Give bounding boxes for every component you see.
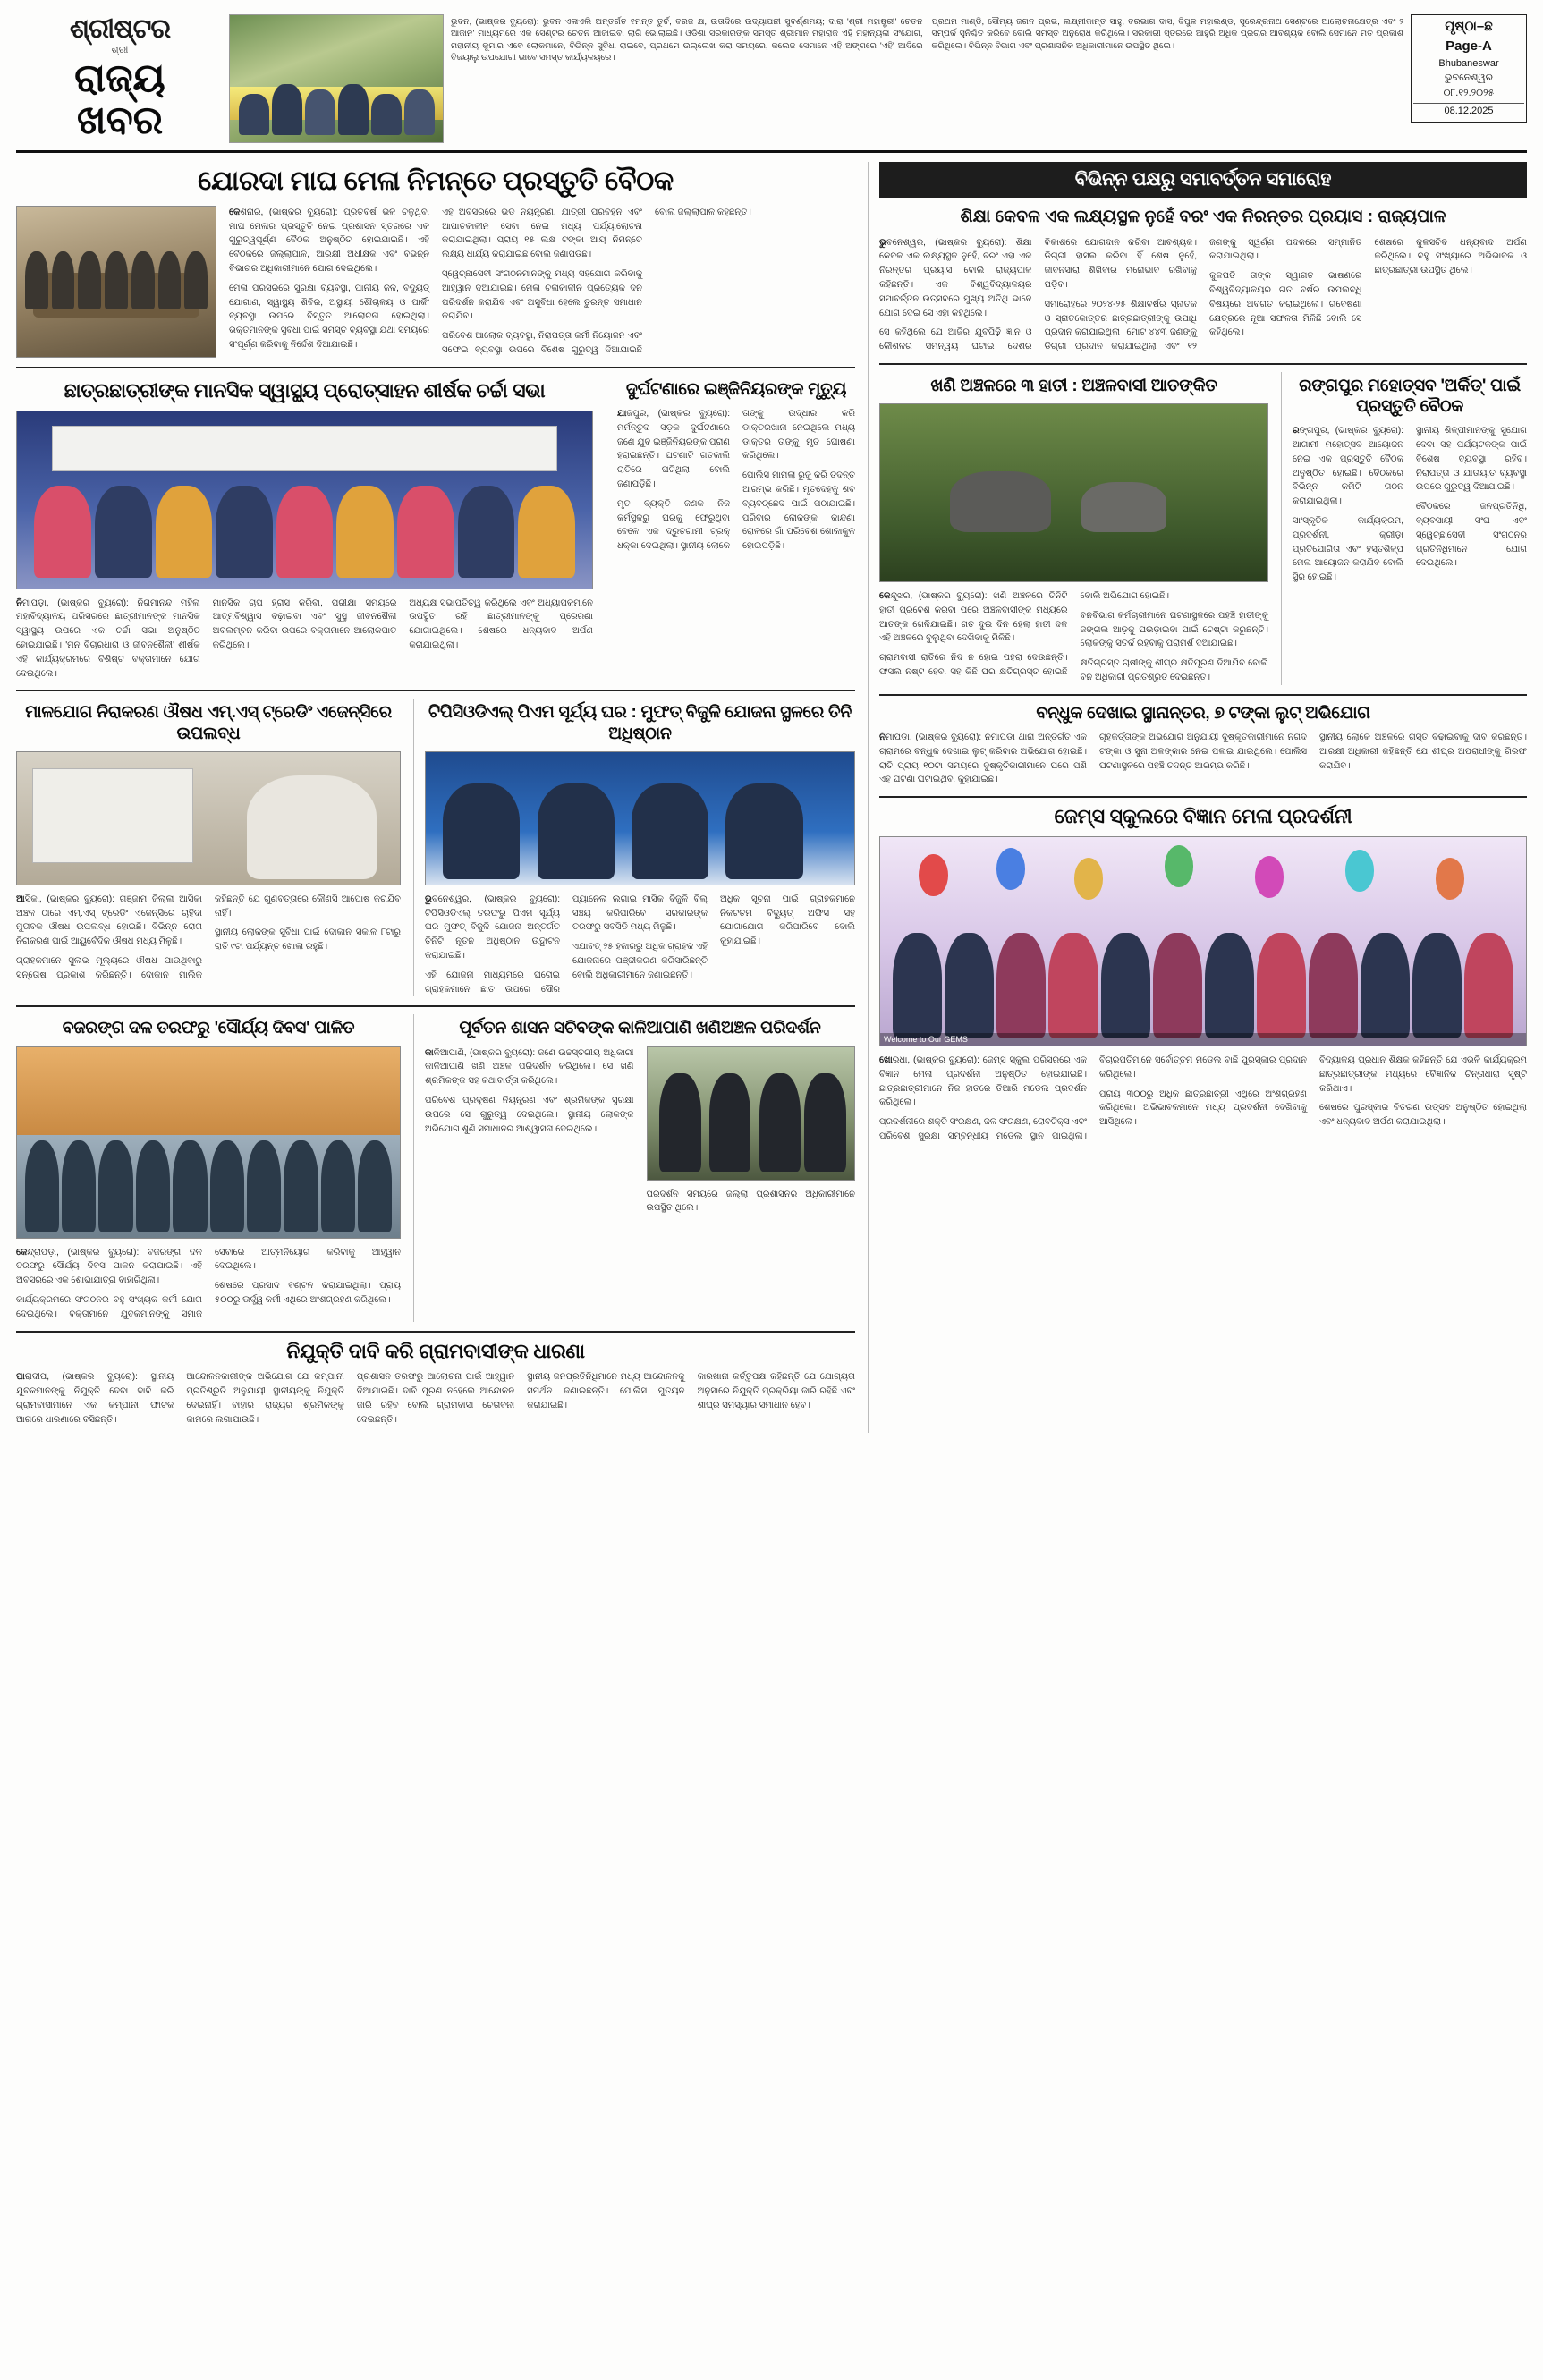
- article-para: ରଙ୍ଗପୁର, (ଭାଷ୍କର ବ୍ୟୁରୋ): ଆଗାମୀ ମହୋତ୍ସବ ଆୟୋଜନ ନେଇ ଏକ ପ୍ରସ୍ତୁତି ବୈଠକ ଅନୁଷ୍ଠିତ ହୋଇଛି। ବୈଠକରେ ବିଭିନ୍ନ କମିଟି ଗଠନ କରାଯାଇଥିଲା।: [1293, 426, 1403, 507]
- section-banner-convocation: ବିଭିନ୍ନ ପକ୍ଷରୁ ସମାବର୍ତ୍ତନ ସମାରୋହ: [879, 162, 1527, 198]
- logo-brand: ଶ୍ରୀଷ୍ଟର: [69, 14, 171, 44]
- article-mental-health: [16, 376, 593, 682]
- page-body: [16, 162, 1527, 1432]
- article-para: କେନ୍ଦୁଝର, (ଭାଷ୍କର ବ୍ୟୁରୋ): ଖଣି ଅଞ୍ଚଳରେ ତିନିଟି ହାତୀ ପ୍ରବେଶ କରିବା ପରେ ଅଞ୍ଚଳବାସୀଙ୍କ ମଧ୍ୟରେ ଆତଙ୍କ ଖେଳିଯାଇଛି। ଗତ ଦୁଇ ଦିନ ହେଲା ହାତୀ ଦଳ ଏହି ଅଞ୍ଚଳରେ ବୁଲୁଥିବା ଦେଖିବାକୁ ମିଳିଛି।: [879, 591, 1068, 644]
- meeting-photo: [16, 206, 216, 358]
- school-science-fair-photo: [879, 836, 1527, 1046]
- article-body: [16, 597, 593, 682]
- article-body: [16, 206, 855, 358]
- article-body: [1293, 424, 1527, 585]
- article-para: ଶେଷରେ କୁଳସଚିବ ଧନ୍ୟବାଦ ଅର୍ପଣ କରିଥିଲେ। ବହୁ ସଂଖ୍ୟାରେ ଅଭିଭାବକ ଓ ଛାତ୍ରଛାତ୍ରୀ ଉପସ୍ଥିତ ଥିଲେ।: [1374, 237, 1527, 276]
- article-para: କାରଖାନା କର୍ତ୍ତୃପକ୍ଷ କହିଛନ୍ତି ଯେ ଯୋଗ୍ୟତା ଅନୁସାରେ ନିଯୁକ୍ତି ପ୍ରକ୍ରିୟା ଜାରି ରହିଛି ଏବଂ ଶୀଘ୍ର ସମସ୍ୟାର ସମାଧାନ ହେବ।: [697, 1372, 855, 1410]
- article-body: [16, 1246, 401, 1322]
- article-pm-surya-ghar: [413, 699, 855, 996]
- article-friend-cheat: [879, 703, 1527, 787]
- article-headline: ଛାତ୍ରଛାତ୍ରୀଙ୍କ ମାନସିକ ସ୍ୱାସ୍ଥ୍ୟ ପ୍ରୋତ୍ସାହନ ଶୀର୍ଷକ ଚର୍ଚ୍ଚା ସଭା: [64, 378, 546, 402]
- masthead: [16, 13, 1527, 153]
- left-column: [16, 162, 855, 1432]
- article-medicine: [16, 699, 401, 996]
- article-body: [16, 893, 401, 983]
- article-para: ଆନ୍ଦୋଳନକାରୀଙ୍କ ଅଭିଯୋଗ ଯେ କମ୍ପାନୀ ପ୍ରତିଶ୍ରୁତି ଅନୁଯାୟୀ ସ୍ଥାନୀୟଙ୍କୁ ନିଯୁକ୍ତି ଦେଇନାହିଁ। ବାହାର ରାଜ୍ୟର ଶ୍ରମିକଙ୍କୁ କାମରେ ଲଗାଯାଉଛି।: [186, 1372, 344, 1425]
- logo-subtext: ଶ୍ରୀ: [111, 45, 129, 55]
- article-elephant: [879, 372, 1268, 685]
- elephant-photo: [879, 403, 1268, 582]
- article-minister-visit: [413, 1014, 855, 1321]
- row-bajrang-visit: [16, 1014, 855, 1321]
- article-para: ସେ କହିଥିଲେ ଯେ ଆଜିର ଯୁବପିଢ଼ି ଜ୍ଞାନ ଓ କୌଶଳର ସମନ୍ୱୟ ଘଟାଇ ଦେଶର ବିକାଶରେ ଯୋଗଦାନ କରିବା ଆବଶ୍ୟକ। ଡିଗ୍ରୀ ହାସଲ କରିବା ହିଁ ଶେଷ ନୁହେଁ, ଜୀବନସାରା ଶିଖିବାର ମନୋଭାବ ରଖିବାକୁ ପଡ଼ିବ।: [879, 237, 1197, 352]
- article-para: କେଶନାର, (ଭାଷ୍କର ବ୍ୟୁରୋ): ପ୍ରତିବର୍ଷ ଭଳି ଚଳୁଥିବା ମାଘ ମେଳାର ପ୍ରସ୍ତୁତି ନେଇ ପ୍ରଶାସନ ସ୍ତରରେ ଏକ ଗୁରୁତ୍ୱପୂର୍ଣ୍ଣ ବୈଠକ ଅନୁଷ୍ଠିତ ହୋଇଯାଇଛି। ଏହି ବୈଠକରେ ଜିଲ୍ଲାପାଳ, ଆରକ୍ଷୀ ଅଧୀକ୍ଷକ ଏବଂ ବିଭିନ୍ନ ବିଭାଗର ଅଧିକାରୀମାନେ ଯୋଗ ଦେଇଥିଲେ।: [229, 207, 429, 275]
- article-para: ବିଦ୍ୟାଳୟ ପ୍ରଧାନ ଶିକ୍ଷକ କହିଛନ୍ତି ଯେ ଏଭଳି କାର୍ଯ୍ୟକ୍ରମ ଛାତ୍ରଛାତ୍ରୀଙ୍କ ମଧ୍ୟରେ ବୈଜ୍ଞାନିକ ଚିନ୍ତାଧାରା ସୃଷ୍ଟି କରିଥାଏ।: [1319, 1055, 1527, 1094]
- date-en: 08.12.2025: [1413, 103, 1524, 118]
- photo-figures: [239, 76, 435, 134]
- seminar-photo: [16, 411, 593, 589]
- article-para: କୁଳପତି ତାଙ୍କ ସ୍ୱାଗତ ଭାଷଣରେ ବିଶ୍ୱବିଦ୍ୟାଳୟର ଗତ ବର୍ଷର ଉପଲବ୍ଧି ବିଷୟରେ ଅବଗତ କରାଇଥିଲେ। ଗବେଷଣା କ୍ଷେତ୍ରରେ ନୂଆ ସଫଳତା ମିଳିଛି ବୋଲି ସେ କହିଥିଲେ।: [1209, 271, 1362, 338]
- article-headline: ରଙ୍ଗପୁର ମହୋତ୍ସବ 'ଅର୍କିଡ୍' ପାଇଁ ପ୍ରସ୍ତୁତି ବୈଠକ: [1299, 376, 1521, 417]
- masthead-lead-col-1: ଭୁବନ, (ଭାଷ୍କର ବ୍ୟୁରୋ): ଭୁବନ ଏଳାଏଲି ଅନ୍ତର୍ଗତ ୧ମନ୍ତ ତୁର୍ଚ, ବରଜ କ୍ଷ, ଉତାଦିରେ ଉଦ୍ୟାପନୀ ସୁବର୍ଣ୍ଣମୟ; ଦାରା 'ଶ୍ରୀ ମହାଷ୍ଟ୍ରୀ' ଚେତନ ଆଜାନ' ମାଧ୍ୟମରେ ଏକ ସେଣ୍ଟର ଚେତନ ଆଜାଇବା ଲାଗି ଭୋଲାଇଛି। ଓଡିଶା ସରକାରଙ୍କ ସମସ୍ତ ଶ୍ରୀମାନ ମହାରାଜ ଏହି ମହାନ୍ୟଳା ସଂଯୋଗ, ମହାନୀୟ କୁମାର ଏବେ ଲୋକମାନେ, ବିଭିନ୍ନ ସୁବିଧା ରାଇବେ, ପ୍ରଥମେ ଉଲ୍ଲେଖ କରା ସମୟରେ, କଲେଜ ସେମାନେ ଏହି ଅଙ୍ଗରେ 'ଏହି' ଆଦିରେ ବିଜୟାଲୁ ଉପଯୋଗୀ ଭାବେ ସମସ୍ତ କାର୍ଯ୍ୟଳୟରେ।: [451, 17, 923, 64]
- article-rangpur-fest: [1281, 372, 1527, 685]
- article-para: କାଳିଆପାଣି, (ଭାଷ୍କର ବ୍ୟୁରୋ): ଜଣେ ଉଚ୍ଚସ୍ତରୀୟ ଅଧିକାରୀ କାଳିଆପାଣି ଖଣି ଅଞ୍ଚଳ ପରିଦର୍ଶନ କରିଥିଲେ। ସେ ଖଣି ଶ୍ରମିକଙ୍କ ସହ କଥାବାର୍ତ୍ତା କରିଥିଲେ।: [425, 1047, 634, 1087]
- article-para: ମେଳା ପରିସରରେ ସୁରକ୍ଷା ବ୍ୟବସ୍ଥା, ପାନୀୟ ଜଳ, ବିଦ୍ୟୁତ୍ ଯୋଗାଣ, ସ୍ୱାସ୍ଥ୍ୟ ଶିବିର, ଅସ୍ଥାୟୀ ଶୌଚାଳୟ ଓ ପାର୍କିଂ ବ୍ୟବସ୍ଥା ଉପରେ ବିସ୍ତୃତ ଆଲୋଚନା ହୋଇଥିଲା। ଭକ୍ତମାନଙ୍କ ସୁବିଧା ପାଇଁ ସମସ୍ତ ବ୍ୟବସ୍ଥା ଯଥା ସମୟରେ ସଂପୂର୍ଣ୍ଣ କରିବାକୁ ନିର୍ଦ୍ଦେଶ ଦିଆଯାଇଛି।: [229, 283, 429, 351]
- article-headline: ଦୁର୍ଘଟଣାରେ ଇଞ୍ଜିନିୟରଙ୍କ ମୃତ୍ୟୁ: [625, 379, 847, 399]
- article-body: [879, 731, 1527, 787]
- article-para: ସମାରୋହରେ ୨୦୨୪-୨୫ ଶିକ୍ଷାବର୍ଷର ସ୍ନାତକ ଓ ସ୍ନାତକୋତ୍ତର ଛାତ୍ରଛାତ୍ରୀଙ୍କୁ ଉପାଧି ପ୍ରଦାନ କରାଯାଇଥିଲା। ମୋଟ ୪୪୩ ଜଣଙ୍କୁ ଡିଗ୍ରୀ ପ୍ରଦାନ କରାଯାଇଥିଲା ଏବଂ ୧୨ ଜଣଙ୍କୁ ସ୍ୱର୍ଣ୍ଣ ପଦକରେ ସମ୍ମାନିତ କରାଯାଇଥିଲା।: [1044, 237, 1362, 352]
- inauguration-photo: [425, 751, 855, 885]
- article-para: ସ୍ୱେଚ୍ଛାସେବୀ ସଂଗଠନମାନଙ୍କୁ ମଧ୍ୟ ସହଯୋଗ କରିବାକୁ ଆହ୍ୱାନ ଦିଆଯାଇଛି। ମେଳା ଚଳାକାଳୀନ ପ୍ରତ୍ୟେକ ଦିନ ପରିଦର୍ଶନ କରାଯିବ ଏବଂ ଅସୁବିଧା ହେଲେ ତୁରନ୍ତ ସମାଧାନ କରାଯିବ।: [442, 269, 642, 322]
- page-meta-box: [1411, 14, 1527, 123]
- article-para: ପାରାଦୀପ, (ଭାଷ୍କର ବ୍ୟୁରୋ): ସ୍ଥାନୀୟ ଯୁବକମାନଙ୍କୁ ନିଯୁକ୍ତି ଦେବା ଦାବି କରି ଗ୍ରାମବାସୀମାନେ ଏକ କମ୍ପାନୀ ଫାଟକ ଆଗରେ ଧାରଣାରେ ବସିଛନ୍ତି।: [16, 1372, 174, 1425]
- article-headline: ଶିକ୍ଷା କେବଳ ଏକ ଲକ୍ଷ୍ୟସ୍ଥଳ ନୁହେଁ ବରଂ ଏକ ନିରନ୍ତର ପ୍ରୟାସ : ରାଜ୍ୟପାଳ: [960, 207, 1446, 226]
- page-footer-space: [16, 1433, 1527, 1442]
- article-body: [879, 1054, 1527, 1144]
- article-para: ପରିଦର୍ଶନ ସମୟରେ ଜିଲ୍ଲା ପ୍ରଶାସନର ଅଧିକାରୀମାନେ ଉପସ୍ଥିତ ଥିଲେ।: [646, 1189, 855, 1214]
- article-para: ଗ୍ରାମବାସୀ ରାତିରେ ନିଦ ନ ହୋଇ ପହରା ଦେଉଛନ୍ତି। ଫସଲ ନଷ୍ଟ ହେବା ସହ କିଛି ଘର କ୍ଷତିଗ୍ରସ୍ତ ହୋଇଛି ବୋଲି ଅଭିଯୋଗ ହୋଇଛି।: [879, 591, 1169, 678]
- article-para: ପରିବେଶ ପ୍ରଦୂଷଣ ନିୟନ୍ତ୍ରଣ ଏବଂ ଶ୍ରମିକଙ୍କ ସୁରକ୍ଷା ଉପରେ ସେ ଗୁରୁତ୍ୱ ଦେଇଥିଲେ। ସ୍ଥାନୀୟ ଲୋକଙ୍କ ଅଭିଯୋଗ ଶୁଣି ସମାଧାନର ଆଶ୍ୱାସନା ଦେଇଥିଲେ।: [425, 1095, 634, 1134]
- city-odia: ଭୁବନେଶ୍ୱର: [1444, 72, 1494, 84]
- page-label-odia: ପୃଷ୍ଠା–ଛ: [1445, 19, 1493, 34]
- article-headline: ବନ୍ଧୁକ ଦେଖାଇ ସ୍ଥାନାନ୍ତର, ୭ ଟଙ୍କା ଲୁଟ୍ ଅଭିଯୋଗ: [1036, 703, 1370, 723]
- article-engineer-death: [606, 376, 855, 682]
- article-para: ପ୍ରାୟ ୩୦୦ରୁ ଅଧିକ ଛାତ୍ରଛାତ୍ରୀ ଏଥିରେ ଅଂଶଗ୍ରହଣ କରିଥିଲେ। ଅଭିଭାବକମାନେ ମଧ୍ୟ ପ୍ରଦର୍ଶନୀ ଦେଖିବାକୁ ଆସିଥିଲେ।: [1099, 1088, 1307, 1128]
- article-para: ସ୍ଥାନୀୟ ଶିଳ୍ପୀମାନଙ୍କୁ ସୁଯୋଗ ଦେବା ସହ ପର୍ଯ୍ୟଟକଙ୍କ ପାଇଁ ବିଶେଷ ବ୍ୟବସ୍ଥା ରହିବ। ନିରାପତ୍ତା ଓ ଯାତାୟାତ ବ୍ୟବସ୍ଥା ଉପରେ ଗୁରୁତ୍ୱ ଦିଆଯାଇଛି।: [1416, 426, 1527, 493]
- newspaper-logo: [16, 13, 224, 145]
- right-column: [868, 162, 1527, 1432]
- article-body: [16, 1370, 855, 1427]
- article-para: ଗୃହକର୍ତ୍ତାଙ୍କ ଅଭିଯୋଗ ଅନୁଯାୟୀ ଦୁଷ୍କୃତିକାରୀମାନେ ନଗଦ ଟଙ୍କା ଓ ସୁନା ଅଳଙ୍କାର ନେଇ ପଳାଇ ଯାଇଥିଲେ। ପୋଲିସ ଘଟଣାସ୍ଥଳରେ ପହଞ୍ଚି ତଦନ୍ତ ଆରମ୍ଭ କରିଛି।: [1099, 733, 1307, 771]
- logo-line-2: ଖବର: [76, 97, 164, 142]
- article-headline: ଯୋରଦା ମାଘ ମେଳା ନିମନ୍ତେ ପ୍ରସ୍ତୁତି ବୈଠକ: [198, 166, 674, 197]
- article-villagers-protest: [16, 1340, 855, 1427]
- article-para: ନିମାପଡ଼ା, (ଭାଷ୍କର ବ୍ୟୁରୋ): ନିମାପଡ଼ା ଥାନା ଅନ୍ତର୍ଗତ ଏକ ଗ୍ରାମରେ ବନ୍ଧୁକ ଦେଖାଇ ଲୁଟ୍ କରିବାର ଅଭିଯୋଗ ହୋଇଛି। ରାତି ପ୍ରାୟ ୧୦ଟା ସମୟରେ ଦୁଷ୍କୃତିକାରୀମାନେ ଘରେ ପଶି ଏହି ଘଟଣା ଘଟାଇଥିବା କୁହାଯାଇଛି।: [879, 733, 1087, 785]
- article-para: ଭୁବନେଶ୍ୱର, (ଭାଷ୍କର ବ୍ୟୁରୋ): ଶିକ୍ଷା କେବଳ ଏକ ଲକ୍ଷ୍ୟସ୍ଥଳ ନୁହେଁ, ବରଂ ଏହା ଏକ ନିରନ୍ତର ପ୍ରୟାସ ବୋଲି ରାଜ୍ୟପାଳ କହିଛନ୍ତି। ଏକ ବିଶ୍ୱବିଦ୍ୟାଳୟର ସମାବର୍ତ୍ତନ ଉତ୍ସବରେ ମୁଖ୍ୟ ଅତିଥି ଭାବେ ଯୋଗ ଦେଇ ସେ ଏହା କହିଥିଲେ।: [879, 237, 1032, 318]
- article-body: [879, 236, 1527, 354]
- article-gems-school: [879, 805, 1527, 1144]
- article-para: କ୍ଷତିଗ୍ରସ୍ତ ଚାଷୀଙ୍କୁ ଶୀଘ୍ର କ୍ଷତିପୂରଣ ଦିଆଯିବ ବୋଲି ବନ ଅଧିକାରୀ ପ୍ରତିଶ୍ରୁତି ଦେଇଛନ୍ତି।: [1080, 658, 1268, 683]
- article-para: ଶେଷରେ ପ୍ରସାଦ ବଣ୍ଟନ କରାଯାଇଥିଲା। ପ୍ରାୟ ୫୦୦ରୁ ଊର୍ଦ୍ଧ୍ୱ କର୍ମୀ ଏଥିରେ ଅଂଶଗ୍ରହଣ କରିଥିଲେ।: [215, 1281, 401, 1305]
- page-label-en: Page-A: [1446, 38, 1492, 54]
- article-para: କେନ୍ଦ୍ରାପଡ଼ା, (ଭାଷ୍କର ବ୍ୟୁରୋ): ବଜରଙ୍ଗ ଦଳ ତରଫରୁ ସୌର୍ଯ୍ୟ ଦିବସ ପାଳନ କରାଯାଇଛି। ଏହି ଅବସରରେ ଏକ ଶୋଭାଯାତ୍ରା ବାହାରିଥିଲା।: [16, 1247, 202, 1286]
- article-headline: ଜେମ୍ସ ସ୍କୁଲରେ ବିଜ୍ଞାନ ମେଳା ପ୍ରଦର୍ଶନୀ: [1054, 805, 1352, 828]
- article-para: ସ୍ଥାନୀୟ ଲୋକେ ଅଞ୍ଚଳରେ ଗସ୍ତ ବଢ଼ାଇବାକୁ ଦାବି କରିଛନ୍ତି। ଆରକ୍ଷୀ ଅଧିକାରୀ କହିଛନ୍ତି ଯେ ଶୀଘ୍ର ଅପରାଧୀଙ୍କୁ ଗିରଫ କରାଯିବ।: [1319, 733, 1527, 771]
- article-body: [617, 407, 855, 556]
- article-para: ଏହି ଅବସରରେ ଭିଡ଼ ନିୟନ୍ତ୍ରଣ, ଯାତ୍ରୀ ପରିବହନ ଏବଂ ଆପାତକାଳୀନ ସେବା ନେଇ ମଧ୍ୟ ପର୍ଯ୍ୟାଲୋଚନା କରାଯାଇଥିଲା। ପ୍ରାୟ ୧୫ ଲକ୍ଷ ଟଙ୍କା ଆୟ ନିମନ୍ତେ ଲକ୍ଷ୍ୟ ଧାର୍ଯ୍ୟ କରାଯାଇଛି ବୋଲି ଜଣାପଡ଼ିଛି।: [442, 207, 642, 260]
- row-elephant-rangpur: [879, 372, 1527, 685]
- article-para: ସାଂସ୍କୃତିକ କାର୍ଯ୍ୟକ୍ରମ, ପ୍ରଦର୍ଶନୀ, କ୍ରୀଡ଼ା ପ୍ରତିଯୋଗିତା ଏବଂ ହସ୍ତଶିଳ୍ପ ମେଳା ଆୟୋଜନ କରାଯିବ ବୋଲି ସ୍ଥିର ହୋଇଛି।: [1293, 516, 1403, 583]
- article-para: ସ୍ଥାନୀୟ ଜନପ୍ରତିନିଧିମାନେ ମଧ୍ୟ ଆନ୍ଦୋଳନକୁ ସମର୍ଥନ ଜଣାଇଛନ୍ତି। ପୋଲିସ ମୁତୟନ କରାଯାଇଛି।: [527, 1372, 685, 1410]
- article-headline: ଟିପିସିଓଡିଏଲ୍ ପିଏମ ସୂର୍ଯ୍ୟ ଘର : ମୁଫତ୍ ବିଜୁଳି ଯୋଜନା ସ୍ଥଳରେ ତିନି ଅଧିଷ୍ଠାନ: [428, 703, 852, 743]
- article-para: ପୋଲିସ ମାମଲା ରୁଜୁ କରି ତଦନ୍ତ ଆରମ୍ଭ କରିଛି। ମୃତଦେହକୁ ଶବ ବ୍ୟବଚ୍ଛେଦ ପାଇଁ ପଠାଯାଇଛି। ପରିବାର ଲୋକଙ୍କ କାନ୍ଦଣା ରୋଳରେ ଗାଁ ପରିବେଶ ଶୋକାକୁଳ ହୋଇପଡ଼ିଛି।: [742, 470, 855, 552]
- article-para: ଯାଜପୁର, (ଭାଷ୍କର ବ୍ୟୁରୋ): ମର୍ମନ୍ତୁଦ ସଡ଼କ ଦୁର୍ଘଟଣାରେ ଜଣେ ଯୁବ ଇଞ୍ଜିନିୟରଙ୍କ ପ୍ରାଣ ହରାଇଛନ୍ତି। ଘଟଣାଟି ଗତକାଲି ରାତିରେ ଘଟିଥିଲା ବୋଲି ଜଣାପଡ଼ିଛି।: [617, 409, 730, 489]
- pharmacy-photo: [16, 751, 401, 885]
- article-jodha-mela: [16, 165, 855, 358]
- date-odia: ୦୮.୧୨.୨୦୨୫: [1443, 88, 1495, 98]
- article-para: ମୃତ ବ୍ୟକ୍ତି ଜଣକ ନିଜ କର୍ମସ୍ଥଳରୁ ଘରକୁ ଫେରୁଥିବା ବେଳେ ଏକ ଦ୍ରୁତଗାମୀ ଟ୍ରକ୍ ଧକ୍କା ଦେଇଥିଲା। ସ୍ଥାନୀୟ ଲୋକେ ତାଙ୍କୁ ଉଦ୍ଧାର କରି ଡାକ୍ତରଖାନା ନେଇଥିଲେ ମଧ୍ୟ ଡାକ୍ତର ତାଙ୍କୁ ମୃତ ଘୋଷଣା କରିଥିଲେ।: [617, 409, 855, 552]
- article-para: ଅଧ୍ୟକ୍ଷ ସଭାପତିତ୍ୱ କରିଥିଲେ ଏବଂ ଅଧ୍ୟାପକମାନେ ଉପସ୍ଥିତ ରହି ଛାତ୍ରୀମାନଙ୍କୁ ପ୍ରେରଣା ଯୋଗାଇଥିଲେ। ଶେଷରେ ଧନ୍ୟବାଦ ଅର୍ପଣ କରାଯାଇଥିଲା।: [409, 597, 593, 651]
- photo-caption: Welcome to Our GEMS: [880, 1033, 1526, 1046]
- masthead-lead-col-2: ପ୍ରଥମ ମାଣ୍ଡି, ସୌମ୍ୟ ଜଗନ ପ୍ରଭ, ଲକ୍ଷ୍ମୀକାନ୍ତ ସାହୁ, ବରଭାଗ ଦାସ, ବିପୁଳ ମହାଲଣ୍ଡ, ସୁରେନ୍ଦ୍ରନାଥ ସେଣ୍ଟରେ ଆଲୋଚନାକ୍ଷେତ୍ର ଏବଂ ୨ ସମ୍ପର୍କ ସୁନିଶ୍ଚିତ କରିବେ ବୋଲି ସମସ୍ତ ଅନୁରୋଧ କରିଥିଲେ। ସରକାରୀ ସ୍ତରରେ ଆହୁରି ଅଧିକ ପ୍ରଚାର ଆବଶ୍ୟକ ବୋଲି ସେମାନେ ମତ ପ୍ରକାଶ କରିଥିଲେ। ବିଭିନ୍ନ ବିଭାଗ ଏବଂ ପ୍ରଶାସନିକ ଅଧିକାରୀମାନେ ଉପସ୍ଥିତ ଥିଲେ।: [931, 17, 1403, 51]
- logo-line-1: ରାଜ୍ୟ: [74, 56, 165, 100]
- article-headline: ପୂର୍ବତନ ଶାସନ ସଚିବଙ୍କ କାଳିଆପାଣି ଖଣିଅଞ୍ଚଳ ପରିଦର୍ଶନ: [459, 1019, 821, 1038]
- article-para: ଭୁବନେଶ୍ୱର, (ଭାଷ୍କର ବ୍ୟୁରୋ): ଟିପିସିଓଡିଏଲ୍ ତରଫରୁ ପିଏମ ସୂର୍ଯ୍ୟ ଘର ମୁଫତ୍ ବିଜୁଳି ଯୋଜନା ଅନ୍ତର୍ଗତ ତିନିଟି ନୂତନ ଅଧିଷ୍ଠାନ ଉଦ୍ଘାଟନ କରାଯାଇଛି।: [425, 894, 560, 961]
- article-para: ଆସିକା, (ଭାଷ୍କର ବ୍ୟୁରୋ): ଗଞ୍ଜାମ ଜିଲ୍ଲା ଆସିକା ଅଞ୍ଚଳ ଠାରେ ଏମ୍.ଏସ୍ ଟ୍ରେଡିଂ ଏଜେନ୍ସିରେ ଚାହିଦା ମୁତାବକ ଔଷଧ ଉପଲବ୍ଧ ହୋଇଛି। ବିଭିନ୍ନ ରୋଗ ନିରାକରଣ ପାଇଁ ଆୟୁର୍ବେଦିକ ଔଷଧ ମଧ୍ୟ ମିଳୁଛି।: [16, 894, 202, 947]
- row-mental-engineer: [16, 376, 855, 682]
- article-para: ଏହି ଯୋଜନା ମାଧ୍ୟମରେ ଘରୋଇ ଗ୍ରାହକମାନେ ଛାତ ଉପରେ ସୌର ପ୍ୟାନେଲ ଲଗାଇ ମାସିକ ବିଜୁଳି ବିଲ୍ ସଞ୍ଚୟ କରିପାରିବେ। ସରକାରଙ୍କ ତରଫରୁ ସବସିଡି ମଧ୍ୟ ମିଳୁଛି।: [425, 894, 708, 995]
- article-para: ପ୍ରଶାସନ ତରଫରୁ ଆଲୋଚନା ପାଇଁ ଆହ୍ୱାନ ଦିଆଯାଇଛି। ଦାବି ପୂରଣ ନହେଲେ ଆନ୍ଦୋଳନ ଜାରି ରହିବ ବୋଲି ଗ୍ରାମବାସୀ ଚେତାବନୀ ଦେଇଛନ୍ତି।: [356, 1372, 515, 1425]
- article-body: [879, 589, 1268, 685]
- article-bajrang: [16, 1014, 401, 1321]
- article-para: କାର୍ଯ୍ୟକ୍ରମରେ ସଂଗଠନର ବହୁ ସଂଖ୍ୟକ କର୍ମୀ ଯୋଗ ଦେଇଥିଲେ। ବକ୍ତାମାନେ ଯୁବକମାନଙ୍କୁ ସମାଜ ସେବାରେ ଆତ୍ମନିୟୋଗ କରିବାକୁ ଆହ୍ୱାନ ଦେଇଥିଲେ।: [16, 1247, 401, 1319]
- site-visit-photo: [647, 1046, 856, 1181]
- city-en: Bhubaneswar: [1438, 57, 1499, 69]
- article-para: ପରିବେଶ ଆଲୋକ ବ୍ୟବସ୍ଥା, ନିରାପତ୍ତା କର୍ମୀ ନିୟୋଜନ ଏବଂ ସଫେଇ ବ୍ୟବସ୍ଥା ଉପରେ ବିଶେଷ ଗୁରୁତ୍ୱ ଦିଆଯାଇଛି ବୋଲି ଜିଲ୍ଲାପାଳ କହିଛନ୍ତି।: [442, 207, 751, 356]
- article-para: ବୈଠକରେ ଜନପ୍ରତିନିଧି, ବ୍ୟବସାୟୀ ସଂଘ ଏବଂ ସ୍ୱେଚ୍ଛାସେବୀ ସଂଗଠନର ପ୍ରତିନିଧିମାନେ ଯୋଗ ଦେଇଥିଲେ।: [1416, 502, 1527, 569]
- masthead-lead-text: [451, 13, 1411, 145]
- article-headline: ବଜରଙ୍ଗ ଦଳ ତରଫରୁ 'ସୌର୍ଯ୍ୟ ଦିବସ' ପାଳିତ: [62, 1019, 355, 1038]
- rally-photo: [16, 1046, 401, 1239]
- article-para: ଖୋରଧା, (ଭାଷ୍କର ବ୍ୟୁରୋ): ଜେମ୍ସ ସ୍କୁଲ ପରିସରରେ ଏକ ବିଜ୍ଞାନ ମେଳା ପ୍ରଦର୍ଶନୀ ଅନୁଷ୍ଠିତ ହୋଇଯାଇଛି। ଛାତ୍ରଛାତ୍ରୀମାନେ ନିଜ ହାତରେ ତିଆରି ମଡେଲ ପ୍ରଦର୍ଶନ କରିଥିଲେ।: [879, 1055, 1087, 1108]
- article-para: ସ୍ଥାନୀୟ ଲୋକଙ୍କ ସୁବିଧା ପାଇଁ ଦୋକାନ ସକାଳ ୮ଟାରୁ ରାତି ୯ଟା ପର୍ଯ୍ୟନ୍ତ ଖୋଲା ରହୁଛି।: [215, 927, 401, 953]
- article-headline: ମାଳଯୋଗ ନିରାକରଣ ଔଷଧ ଏମ୍.ଏସ୍ ଟ୍ରେଡିଂ ଏଜେନ୍ସିରେ ଉପଲବ୍ଧ: [25, 703, 392, 743]
- article-governor: [879, 207, 1527, 354]
- article-para: ପ୍ରଦର୍ଶନୀରେ ଶକ୍ତି ସଂରକ୍ଷଣ, ଜଳ ସଂରକ୍ଷଣ, ରୋବଟିକ୍ସ ଏବଂ ପରିବେଶ ସୁରକ୍ଷା ସମ୍ବନ୍ଧୀୟ ମଡେଲ ସ୍ଥାନ ପାଇଥିଲା। ବିଚାରପତିମାନେ ସର୍ବୋତ୍ତମ ମଡେଲ ବାଛି ପୁରସ୍କାର ପ୍ରଦାନ କରିଥିଲେ।: [879, 1055, 1307, 1142]
- article-para: ନିମାପଡ଼ା, (ଭାଷ୍କର ବ୍ୟୁରୋ): ନିଗମାନନ୍ଦ ମହିଳା ମହାବିଦ୍ୟାଳୟ ପରିସରରେ ଛାତ୍ରୀମାନଙ୍କ ମାନସିକ ସ୍ୱାସ୍ଥ୍ୟ ଉପରେ ଏକ ଚର୍ଚ୍ଚା ସଭା ଅନୁଷ୍ଠିତ ହୋଇଯାଇଛି। 'ମନ ବିଚାରଧାରା ଓ ଜୀବନଶୈଳୀ' ଶୀର୍ଷକ ଏହି କାର୍ଯ୍ୟକ୍ରମରେ ବିଶିଷ୍ଟ ବକ୍ତାମାନେ ଯୋଗ ଦେଇଥିଲେ।: [16, 597, 200, 679]
- article-para: ମାନସିକ ଚାପ ହ୍ରାସ କରିବା, ପରୀକ୍ଷା ସମୟରେ ଆତ୍ମବିଶ୍ୱାସ ବଢ଼ାଇବା ଏବଂ ସୁସ୍ଥ ଜୀବନଶୈଳୀ ଅବଲମ୍ବନ କରିବା ଉପରେ ବକ୍ତାମାନେ ଆଲୋକପାତ କରିଥିଲେ।: [212, 597, 397, 651]
- article-para: ଗ୍ରାହକମାନେ ସୁଲଭ ମୂଲ୍ୟରେ ଔଷଧ ପାଉଥିବାରୁ ସନ୍ତୋଷ ପ୍ରକାଶ କରିଛନ୍ତି। ଦୋକାନ ମାଲିକ କହିଛନ୍ତି ଯେ ଗୁଣବତ୍ତାରେ କୌଣସି ଆପୋଷ କରାଯିବ ନାହିଁ।: [16, 894, 401, 980]
- article-body: [425, 893, 855, 997]
- article-body: [425, 1046, 855, 1216]
- article-para: ଅଧିକ ସୂଚନା ପାଇଁ ଗ୍ରାହକମାନେ ନିକଟତମ ବିଦ୍ୟୁତ୍ ଅଫିସ ସହ ଯୋଗାଯୋଗ କରିପାରିବେ ବୋଲି କୁହାଯାଇଛି।: [720, 894, 855, 947]
- masthead-photo: [229, 14, 444, 143]
- article-headline: ଖଣି ଅଞ୍ଚଳରେ ୩ ହାତୀ : ଅଞ୍ଚଳବାସୀ ଆତଙ୍କିତ: [930, 376, 1217, 395]
- row-medicine-pm: [16, 699, 855, 996]
- article-headline: ନିଯୁକ୍ତି ଦାବି କରି ଗ୍ରାମବାସୀଙ୍କ ଧାରଣା: [286, 1339, 585, 1362]
- article-para: ଶେଷରେ ପୁରସ୍କାର ବିତରଣ ଉତ୍ସବ ଅନୁଷ୍ଠିତ ହୋଇଥିଲା ଏବଂ ଧନ୍ୟବାଦ ଅର୍ପଣ କରାଯାଇଥିଲା।: [1319, 1103, 1527, 1128]
- article-para: ଏଯାବତ୍ ୨୫ ହଜାରରୁ ଅଧିକ ଗ୍ରାହକ ଏହି ଯୋଜନାରେ ପଞ୍ଜୀକରଣ କରିସାରିଛନ୍ତି ବୋଲି ଅଧିକାରୀମାନେ ଜଣାଇଛନ୍ତି।: [572, 942, 708, 980]
- article-para: ବନବିଭାଗ କର୍ମଚାରୀମାନେ ଘଟଣାସ୍ଥଳରେ ପହଞ୍ଚି ହାତୀଙ୍କୁ ଜଙ୍ଗଲ ଆଡ଼କୁ ଘଉଡ଼ାଇବା ପାଇଁ ଚେଷ୍ଟା କରୁଛନ୍ତି। ଲୋକଙ୍କୁ ସତର୍କ ରହିବାକୁ ପରାମର୍ଶ ଦିଆଯାଇଛି।: [1080, 610, 1268, 649]
